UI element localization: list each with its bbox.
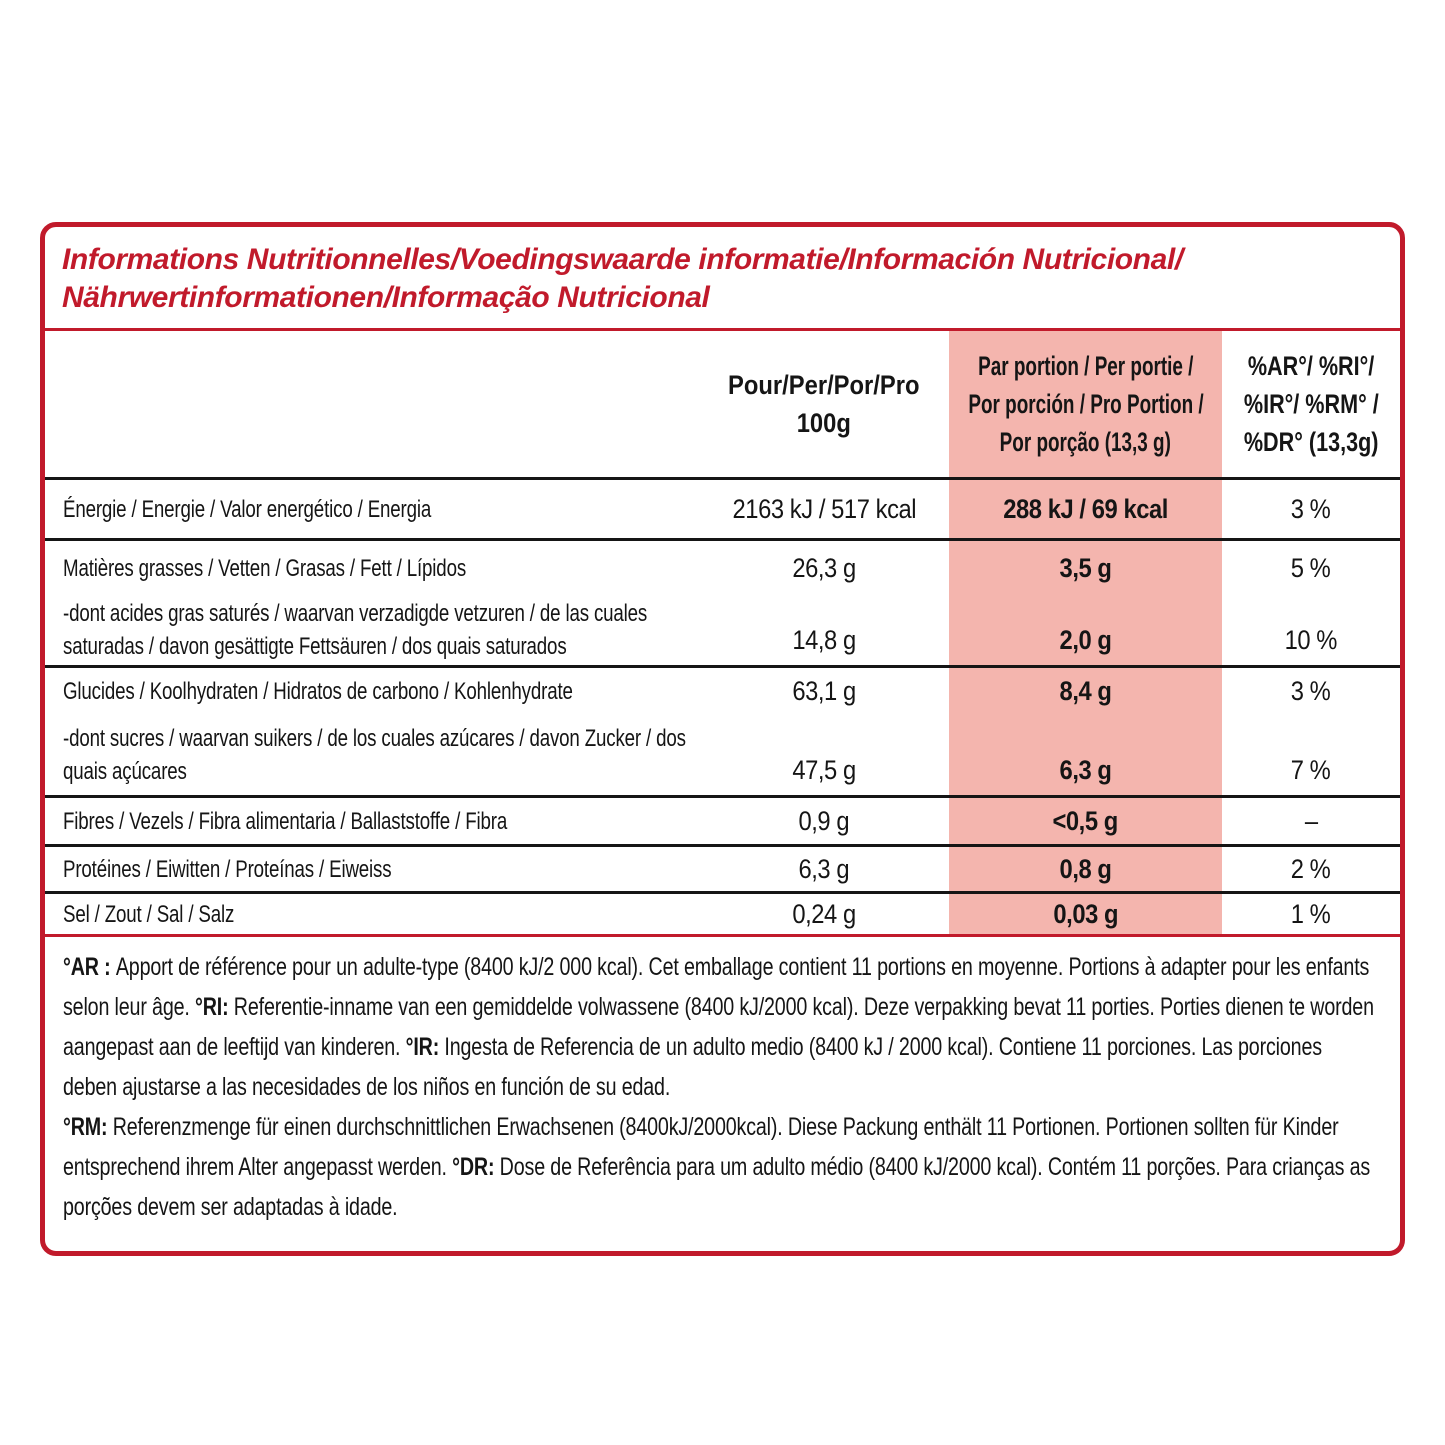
label-title-line-2: Nährwertinformationen/Informação Nutricional bbox=[62, 281, 710, 314]
column-header-percent-reference: %AR°/ %RI°/ %IR°/ %RM° / %DR° (13,3g) bbox=[1243, 351, 1379, 457]
saturated-fat-per-100g: 14,8 g bbox=[792, 625, 856, 655]
row-fat bbox=[45, 541, 1400, 595]
label-title-line-1: Informations Nutritionnelles/Voedingswaarde informatie/Información Nutricional/ bbox=[62, 243, 1183, 276]
row-protein bbox=[45, 847, 1400, 894]
carbohydrates-per-portion: 8,4 g bbox=[949, 668, 1222, 715]
fibre-per-portion: <0,5 g bbox=[949, 798, 1222, 844]
sugars-label: -dont sucres / waarvan suikers / de los cuales azúcares / davon Zucker / dos quais açúcares bbox=[63, 725, 686, 785]
salt-percent: 1 % bbox=[1291, 898, 1331, 929]
column-header-per-100g: Pour/Per/Por/Pro 100g bbox=[728, 370, 920, 438]
energy-per-100g: 2163 kJ / 517 kcal bbox=[732, 493, 916, 524]
fat-per-100g: 26,3 g bbox=[792, 552, 856, 583]
footnote-ar-ri-ir: °AR : Apport de référence pour un adulte-type (8400 kJ/2 000 kcal). Cet emballage contient 11 portions en moyenne. Portions à adapter pour les enfants selon leur âge. °RI: Referentie-inname van een gemiddelde volwassene (8400 kJ/2000 kcal). Deze verpakking bevat 11 porties. Porties dienen te worden aangepast aan de leeftijd van kinderen. °IR: Ingesta de Referencia de un adulto medio (8400 kJ / 2000 kcal). Contiene 11 porciones. Las porciones deben ajustarse a las necesidades de los niños en función de su edad. bbox=[63, 953, 1374, 1101]
salt-per-100g: 0,24 g bbox=[792, 898, 856, 929]
nutrition-label-box bbox=[40, 222, 1405, 1256]
nutrition-table bbox=[45, 331, 1400, 937]
carbohydrates-label: Glucides / Koolhydraten / Hidratos de carbono / Kohlenhydrate bbox=[63, 678, 573, 705]
row-fat-group bbox=[45, 541, 1400, 668]
saturated-fat-per-portion: 2,0 g bbox=[949, 595, 1222, 665]
energy-label: Énergie / Energie / Valor energético / Energia bbox=[63, 495, 432, 523]
sugars-percent: 7 % bbox=[1291, 755, 1331, 785]
saturated-fat-percent: 10 % bbox=[1284, 625, 1338, 655]
row-sugars bbox=[45, 715, 1400, 795]
protein-percent: 2 % bbox=[1291, 853, 1331, 884]
sugars-per-portion: 6,3 g bbox=[949, 715, 1222, 795]
fat-percent: 5 % bbox=[1291, 552, 1331, 583]
fat-per-portion: 3,5 g bbox=[949, 541, 1222, 595]
column-header-nutrient bbox=[45, 331, 699, 477]
row-salt bbox=[45, 894, 1400, 934]
row-carbohydrates bbox=[45, 668, 1400, 715]
sugars-per-100g: 47,5 g bbox=[792, 755, 856, 785]
row-carbohydrate-group bbox=[45, 668, 1400, 798]
carbohydrates-percent: 3 % bbox=[1291, 676, 1331, 706]
energy-percent: 3 % bbox=[1291, 493, 1331, 524]
column-header-row bbox=[45, 331, 1400, 480]
protein-per-portion: 0,8 g bbox=[949, 847, 1222, 891]
reference-intake-footnotes bbox=[45, 937, 1400, 1251]
row-saturated-fat bbox=[45, 595, 1400, 665]
row-energy bbox=[45, 480, 1400, 541]
label-title bbox=[45, 227, 1400, 331]
footnote-rm-dr: °RM: Referenzmenge für einen durchschnittlichen Erwachsenen (8400kJ/2000kcal). Diese Packung enthält 11 Portionen. Portionen sollten für Kinder entsprechend ihrem Alter angepasst werden. °DR: Dose de Referência para um adulto médio (8400 kJ/2000 kcal). Contém 11 porções. Para crianças as porções devem ser adaptadas à idade. bbox=[63, 1113, 1371, 1221]
saturated-fat-label: -dont acides gras saturés / waarvan verzadigde vetzuren / de las cuales saturadas / davon gesättigte Fettsäuren / dos quais saturados bbox=[63, 600, 648, 660]
fibre-percent: – bbox=[1304, 805, 1318, 836]
fibre-per-100g: 0,9 g bbox=[798, 805, 850, 836]
column-header-per-portion: Par portion / Per portie / Por porción / Pro Portion / Por porção (13,3 g) bbox=[949, 331, 1222, 477]
carbohydrates-per-100g: 63,1 g bbox=[792, 676, 856, 706]
fibre-label: Fibres / Vezels / Fibra alimentaria / Ballaststoffe / Fibra bbox=[63, 807, 508, 835]
protein-label: Protéines / Eiwitten / Proteínas / Eiweiss bbox=[63, 855, 392, 883]
fat-label: Matières grasses / Vetten / Grasas / Fett / Lípidos bbox=[63, 554, 467, 582]
salt-label: Sel / Zout / Sal / Salz bbox=[63, 900, 235, 928]
energy-per-portion: 288 kJ / 69 kcal bbox=[949, 480, 1222, 538]
salt-per-portion: 0,03 g bbox=[949, 894, 1222, 934]
protein-per-100g: 6,3 g bbox=[798, 853, 850, 884]
row-fibre bbox=[45, 798, 1400, 847]
